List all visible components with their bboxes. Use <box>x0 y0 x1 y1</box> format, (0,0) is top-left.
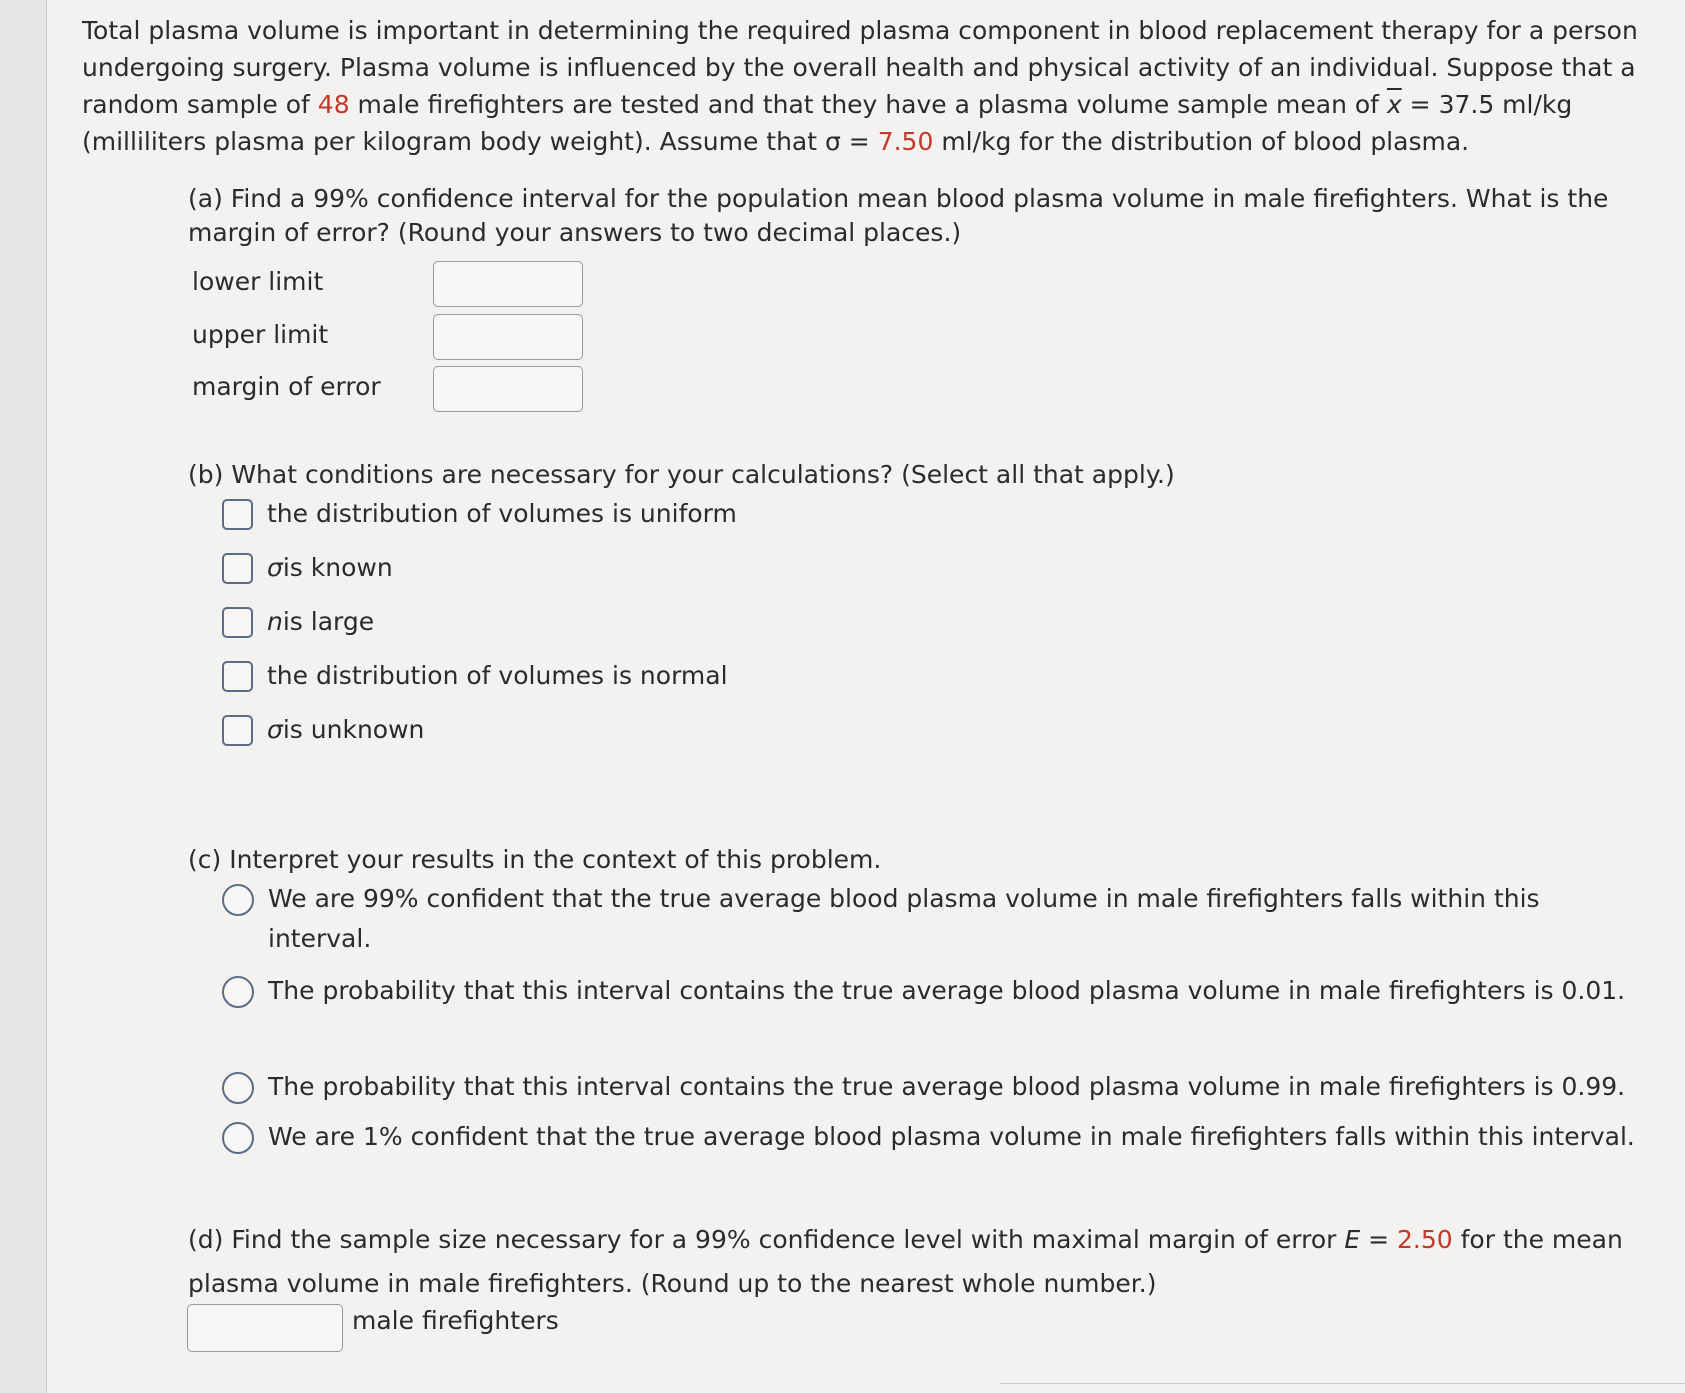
condition-option-uniform[interactable] <box>222 494 737 534</box>
sigma-symbol: σ <box>267 715 283 744</box>
lower-limit-input[interactable] <box>433 261 583 307</box>
intro-text-2: male firefighters are tested and that they have a plasma volume sample mean of <box>349 90 1387 119</box>
upper-limit-input[interactable] <box>433 314 583 360</box>
part-a-question: (a) Find a 99% confidence interval for the population mean blood plasma volume in male firefighters. What is the margin of error? (Round your answers to two decimal places.) <box>188 184 1609 247</box>
part-d-text-3: for the mean plasma volume in male firefighters. (Round up to the nearest whole number.) <box>188 1225 1623 1298</box>
checkbox[interactable] <box>222 607 253 638</box>
n-symbol: n <box>267 607 283 636</box>
xbar-symbol: $\overline{x}$ <box>1386 90 1402 119</box>
interpretation-option-2[interactable] <box>222 971 1648 1011</box>
sigma-symbol: σ <box>267 553 283 582</box>
condition-option-sigma-known[interactable] <box>222 548 393 588</box>
condition-option-n-large[interactable] <box>222 602 374 642</box>
interpretation-option-1[interactable] <box>222 879 1648 959</box>
checkbox[interactable] <box>222 499 253 530</box>
option-label: is large <box>282 607 375 636</box>
checkbox[interactable] <box>222 715 253 746</box>
checkbox[interactable] <box>222 553 253 584</box>
radio-button[interactable] <box>222 1122 254 1154</box>
checkbox[interactable] <box>222 661 253 692</box>
problem-statement <box>82 12 1657 160</box>
margin-value: 2.50 <box>1397 1225 1453 1254</box>
interpretation-option-4[interactable] <box>222 1117 1648 1157</box>
condition-option-sigma-unknown[interactable] <box>222 710 424 750</box>
part-d-text-2: = <box>1360 1225 1398 1254</box>
part-d-text-1: (d) Find the sample size necessary for a 99% confidence level with maximal margin of error <box>188 1225 1345 1254</box>
sample-size-value: 48 <box>317 90 350 119</box>
radio-button[interactable] <box>222 1072 254 1104</box>
option-label: We are 1% confident that the true average blood plasma volume in male firefighters falls within this interval. <box>268 1122 1635 1151</box>
option-label: the distribution of volumes is uniform <box>267 499 737 528</box>
part-b-question: (b) What conditions are necessary for your calculations? (Select all that apply.) <box>188 460 1175 489</box>
sigma-value: 7.50 <box>877 127 934 156</box>
option-label: The probability that this interval contains the true average blood plasma volume in male firefighters is 0.01. <box>268 976 1626 1005</box>
upper-limit-label: upper limit <box>192 320 329 349</box>
radio-button[interactable] <box>222 976 254 1008</box>
option-label: The probability that this interval contains the true average blood plasma volume in male firefighters is 0.99. <box>268 1072 1626 1101</box>
intro-text-4: ml/kg for the distribution of blood plasma. <box>933 127 1470 156</box>
condition-option-normal[interactable] <box>222 656 728 696</box>
intro-text-3: = 37.5 ml/kg (milliliters plasma per kilogram body weight). Assume that σ = <box>82 90 1573 156</box>
interpretation-option-3[interactable] <box>222 1067 1648 1107</box>
option-label: is unknown <box>282 715 425 744</box>
divider <box>1000 1383 1685 1384</box>
intro-text-1: Total plasma volume is important in determining the required plasma component in blood replacement therapy for a person undergoing surgery. Plasma volume is influenced by the overall health and physical activity of an individual. Suppose that a random sample of <box>82 16 1638 119</box>
option-label: is known <box>282 553 393 582</box>
part-c-question: (c) Interpret your results in the context of this problem. <box>188 845 882 874</box>
option-label: the distribution of volumes is normal <box>267 661 728 690</box>
e-symbol: E <box>1344 1225 1361 1254</box>
option-label: We are 99% confident that the true average blood plasma volume in male firefighters falls within this interval. <box>268 884 1540 953</box>
margin-of-error-input[interactable] <box>433 366 583 412</box>
lower-limit-label: lower limit <box>192 267 324 296</box>
sample-size-unit: male firefighters <box>352 1306 559 1335</box>
part-d-question <box>188 1218 1658 1306</box>
sample-size-input[interactable] <box>187 1304 343 1352</box>
margin-of-error-label: margin of error <box>192 372 381 401</box>
radio-button[interactable] <box>222 884 254 916</box>
